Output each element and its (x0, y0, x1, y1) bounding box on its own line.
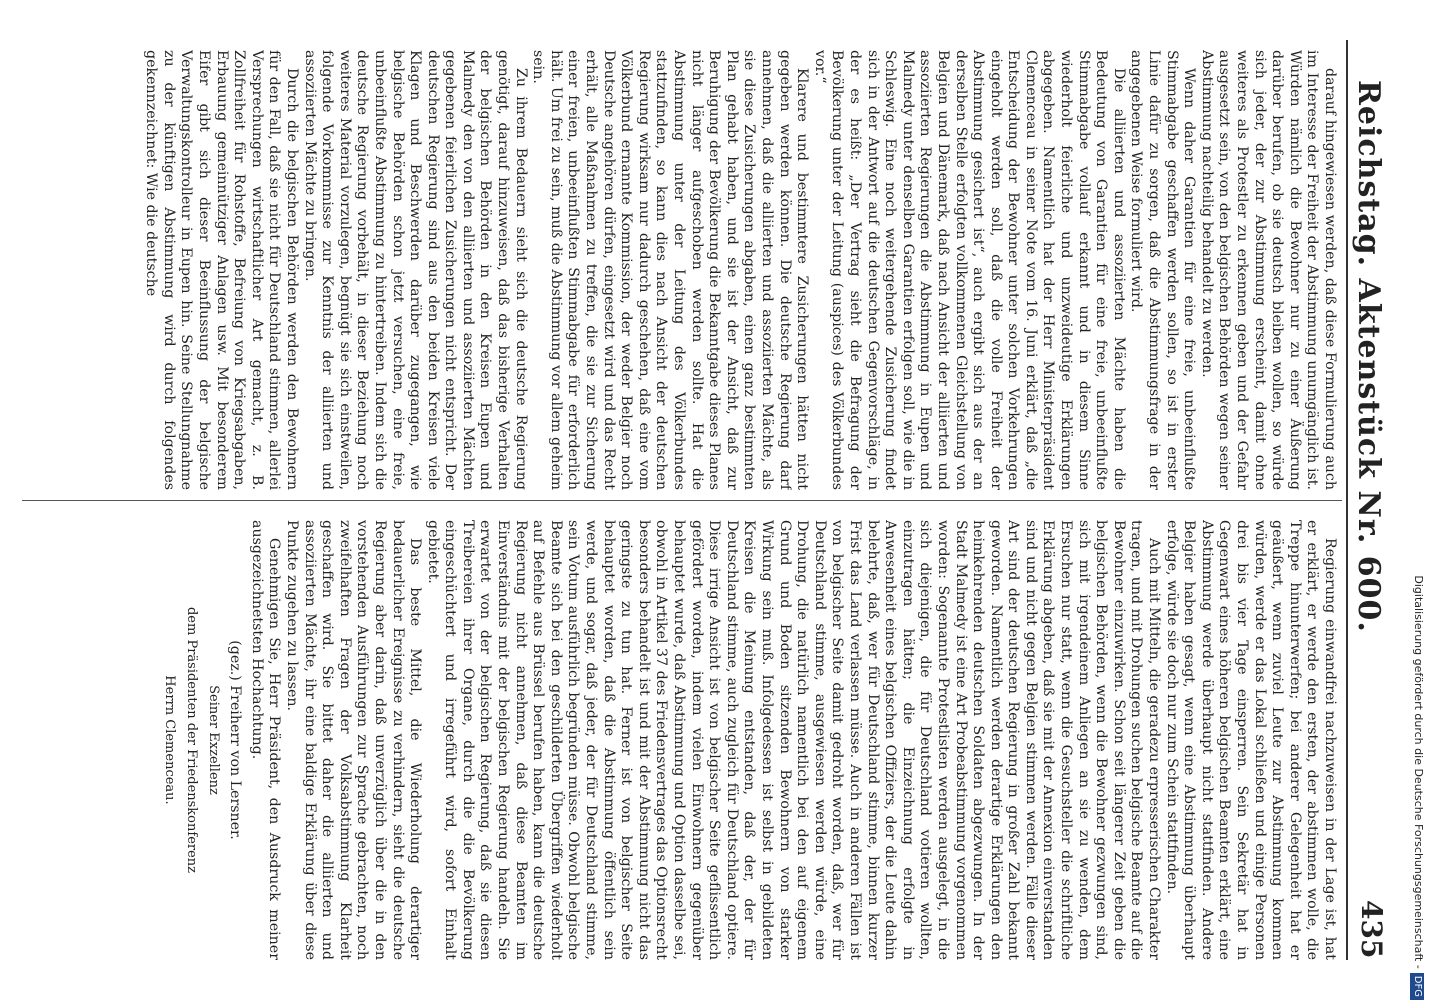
paragraph: Durch die belgischen Behörden werden den Bewohnern für den Fall, daß sie nicht für Deutschland stimmen, allerlei Versprechungen wirtschaftlicher Art gemacht, z. B. Zollfreiheit für Rohstoffe, Befreiung von Kriegsabgaben, Erbauung gemeinnütziger Anlagen usw. Mit besonderem Eifer gibt sich dieser Beeinflussung der belgische Verwaltungskontrolleur in Eupen hin. Seine Stellungnahme zu der künftigen Abstimmung wird durch folgendes gekennzeichnet: Wie die deutsche (143, 50, 300, 490)
signature: (gez.) Freiherr von Lersner. (227, 640, 244, 840)
addressee-line: Seiner Exzellenz (205, 685, 221, 795)
dfg-logo: DFG (1410, 973, 1424, 1000)
right-column (18, 520, 1338, 960)
paragraph: Klarere und bestimmtere Zusicherungen hätten nicht gegeben werden können. Die deutsche Regierung darf annehmen, daß die alliierten und assoziierten Mächte, als sie diese Zusicherungen abgaben, einen ganz bestimmten Plan gehabt haben, und sie ist der Ansicht, daß zur Beruhigung der Bevölkerung die Bekanntgabe dieses Planes nicht länger aufgeschoben werden sollte. Hat die Abstimmung unter der Leitung des Völkerbundes stattzufinden, so kann dies nach Ansicht der deutschen Regierung wirksam nur dadurch geschehen, daß eine vom Völkerbund ernannte Kommission, der weder Belgier noch Deutsche angehören dürfen, eingesetzt wird und das Recht erhält, alle Maßnahmen zu treffen, die sie zur Sicherung einer freien, unbeeinflußten Stimmabgabe für erforderlich hält. Um frei zu sein, muß die Abstimmung vor allem geheim sein. (530, 50, 811, 490)
digitization-credit (1406, 0, 1430, 1000)
credit-text: Digitalisierung gefördert durch die Deutsche Forschungsgemeinschaft - (1412, 575, 1425, 969)
page-header (1351, 0, 1394, 1000)
left-column (18, 50, 1338, 490)
addressee-line: Herrn Clemenceau. (162, 675, 178, 805)
paragraph: Regierung einwandfrei nachzuweisen in der Lage ist, hat er erklärt, er werde den ersten, der abstimmen wolle, die Treppe hinunterwerfen; bei anderer Gelegenheit hat er geäußert, wenn zuviel Leute zur Abstimmung kommen würden, werde er das Lokal schließen und einige Personen drei bis vier Tage einsperren. Sein Sekretär hat in Gegenwart eines höheren belgischen Beamten erklärt, eine Abstimmung werde überhaupt nicht stattfinden. Andere Belgier haben gesagt, wenn eine Abstimmung überhaupt erfolge, würde sie doch nur zum Schein stattfinden. (1163, 520, 1338, 960)
paragraph: Das beste Mittel, die Wiederholung derartiger bedauerlicher Ereignisse zu verhindern, sieht die deutsche Regierung aber darin, daß unverzüglich über die in den vorstehenden Ausführungen zur Sprache gebrachten, noch zweifelhaften Fragen der Volksabstimmung Klarheit geschaffen wird. Sie bittet daher die alliierten und assoziierten Mächte, ihr eine baldige Erklärung über diese Punkte zugehen zu lassen. (283, 520, 424, 960)
page-number: 435 (1355, 900, 1388, 959)
paragraph: Wenn daher Garantien für eine freie, unbeeinflußte Stimmabgabe geschaffen werden sollen, so ist in erster Linie dafür zu sorgen, daß die Abstimmungsfrage in der angegebenen Weise formuliert wird. (1128, 50, 1198, 490)
paragraph: Genehmigen Sie, Herr Präsident, den Ausdruck meiner ausgezeichnetsten Hochachtung. (248, 520, 283, 960)
header-rule (1346, 40, 1348, 960)
paragraph: Die alliierten und assoziierten Mächte haben die Bedeutung von Garantien für eine freie, unbeeinflußte Stimmabgabe vollauf erkannt und in diesem Sinne wiederholt feierliche und unzweideutige Erklärungen abgegeben. Namentlich hat der Herr Ministerpräsident Clemenceau in seiner Note vom 16. Juni erklärt, daß „die Entscheidung der Bewohner unter solchen Vorkehrungen eingeholt werden soll, daß die volle Freiheit der Abstimmung gesichert ist“, auch ergibt sich aus der an derselben Stelle erfolgten vollkommenen Gleichstellung von Belgien und Dänemark, daß nach Ansicht der alliierten und assoziierten Regierungen die Abstimmung in Eupen und Malmedy unter denselben Garantien erfolgen soll, wie die in Schleswig. Eine noch weitergehende Zusicherung findet sich in der Antwort auf die deutschen Gegenvorschläge, in der es heißt: „Der Vertrag sieht die Befragung der Bevölkerung unter der Leitung (auspices) des Völkerbundes vor.“ (811, 50, 1127, 490)
column-divider (22, 500, 1342, 501)
paragraph: darauf hingewiesen werden, daß diese Formulierung auch im Interesse der Freiheit der Abstimmung unumgänglich ist. Würden nämlich die Bewohner nur zu einer Äußerung darüber berufen, ob sie deutsch bleiben wollen, so würde sich jeder, der zur Abstimmung erscheint, damit ohne weiteres als Protestler zu erkennen geben und der Gefahr ausgesetzt sein, von den belgischen Behörden wegen seiner Abstimmung nachteilig behandelt zu werden. (1198, 50, 1338, 490)
paragraph: Auch mit Mitteln, die geradezu erpresserischen Charakter tragen, und mit Drohungen suchen belgische Beamte auf die Bewohner einzuwirken. Schon seit längerer Zeit geben die belgischen Behörden, wenn die Bewohner gezwungen sind, sich mit irgendeinem Anliegen an sie zu wenden, dem Ersuchen nur statt, wenn die Gesuchsteller die schriftliche Erklärung abgeben, daß sie mit der Annexion einverstanden sind und nicht gegen Belgien stimmen werden. Fälle dieser Art sind der deutschen Regierung in großer Zahl bekannt geworden. Namentlich werden derartige Erklärungen den heimkehrenden deutschen Soldaten abgezwungen. In der Stadt Malmedy ist eine Art Probeabstimmung vorgenommen worden: Sogenannte Protestlisten werden ausgelegt, in die sich diejenigen, die für Deutschland votieren wollten, einzutragen hätten; die Einzeichnung erfolgte in Anwesenheit eines belgischen Offiziers, der die Leute dahin belehrte, daß, wer für Deutschland stimme, binnen kurzer Frist das Land verlassen müsse. Auch in anderen Fällen ist von belgischer Seite damit gedroht worden, daß, wer für Deutschland stimme, ausgewiesen werden würde, eine Drohung, die natürlich namentlich bei den auf eigenem Grund und Boden sitzenden Bewohnern von starker Wirkung sein muß. Infolgedessen ist selbst in gebildeten Kreisen die Meinung entstanden, daß der, der für Deutschland stimme, auch zugleich für Deutschland optiere. Diese irrige Ansicht ist von belgischer Seite geflissentlich gefördert worden, indem vielen Einwohnern gegenüber behauptet wurde, daß Abstimmung und Option dasselbe sei, obwohl in Artikel 37 des Friedensvertrages das Optionsrecht besonders behandelt ist und mit der Abstimmung nicht das geringste zu tun hat. Ferner ist von belgischer Seite behauptet worden, daß die Abstimmung öffentlich sein werde, und sogar, daß jeder, der für Deutschland stimme, sein Votum ausführlich begründen müsse. Obwohl belgische Beamte sich bei den geschilderten Übergriffen wiederholt auf Befehle aus Brüssel berufen haben, kann die deutsche Regierung nicht annehmen, daß diese Beamten im Einverständnis mit der belgischen Regierung handeln. Sie erwartet von der belgischen Regierung, daß sie diesen Treibereien ihrer Organe, durch die die Bevölkerung eingeschüchtert und irregeführt wird, sofort Einhalt gebietet. (424, 520, 1163, 960)
addressee-line: dem Präsidenten der Friedenskonferenz (184, 606, 199, 874)
running-title: Reichstag. Aktenstück Nr. 600. (1351, 80, 1386, 633)
paragraph: Zu ihrem Bedauern sieht sich die deutsche Regierung genötigt, darauf hinzuweisen, daß das bisherige Verhalten der belgischen Behörden in den Kreisen Eupen und Malmedy den von den alliierten und assoziierten Mächten gegebenen feierlichen Zusicherungen nicht entspricht. Der deutschen Regierung sind aus den beiden Kreisen viele Klagen und Beschwerden darüber zugegangen, wie belgische Behörden schon jetzt versuchen, eine freie, unbeeinflußte Abstimmung zu hintertreiben. Indem sich die deutsche Regierung vorbehält, in dieser Beziehung noch weiteres Material vorzulegen, begnügt sie sich einstweilen, folgende Vorkommnisse zur Kenntnis der alliierten und assoziierten Mächte zu bringen. (301, 50, 529, 490)
